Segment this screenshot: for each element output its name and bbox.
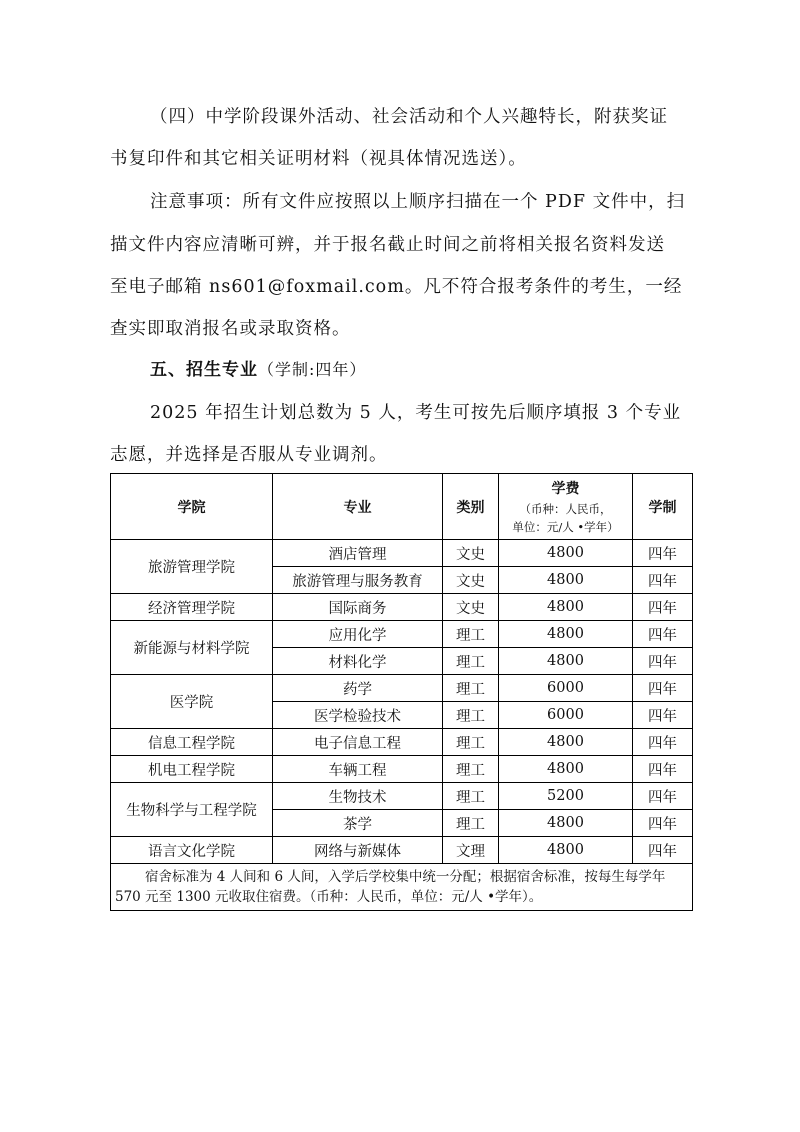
plan-line1: 2025 年招生计划总数为 5 人，考生可按先后顺序填报 3 个专业: [150, 403, 682, 423]
table-row: [111, 837, 693, 864]
notice-line3: 至电子邮箱 ns601@foxmail.com。凡不符合报考条件的考生，一经: [110, 277, 683, 297]
cell-category: 理工: [443, 621, 499, 648]
cell-category: 理工: [443, 810, 499, 837]
cell-college: 语言文化学院: [111, 837, 273, 864]
cell-major: 电子信息工程: [273, 729, 443, 756]
cell-major: 生物技术: [273, 783, 443, 810]
cell-fee: 4800: [499, 729, 633, 756]
cell-category: 理工: [443, 702, 499, 729]
cell-duration: 四年: [633, 810, 693, 837]
paragraph-item4-line2: 书复印件和其它相关证明材料（视具体情况选送）。: [110, 149, 527, 169]
cell-category: 理工: [443, 648, 499, 675]
paragraph-item4-line1: （四）中学阶段课外活动、社会活动和个人兴趣特长，附获奖证: [150, 107, 668, 127]
header-college: 学院: [111, 474, 273, 540]
cell-fee: 4800: [499, 648, 633, 675]
table-row: [111, 540, 693, 567]
table-note-row: [111, 864, 693, 911]
admission-plan-table: [110, 473, 693, 911]
cell-category: 理工: [443, 756, 499, 783]
cell-major: 药学: [273, 675, 443, 702]
header-duration: 学制: [633, 474, 693, 540]
cell-duration: 四年: [633, 648, 693, 675]
plan-line2: 志愿，并选择是否服从专业调剂。: [110, 445, 388, 465]
cell-duration: 四年: [633, 675, 693, 702]
table-row: [111, 729, 693, 756]
cell-category: 文史: [443, 567, 499, 594]
cell-college: 医学院: [111, 675, 273, 729]
table-row: [111, 756, 693, 783]
cell-major: 应用化学: [273, 621, 443, 648]
table-row: [111, 783, 693, 810]
cell-category: 理工: [443, 729, 499, 756]
cell-college: 新能源与材料学院: [111, 621, 273, 675]
section-subtitle: （学制:四年）: [258, 360, 367, 379]
table-row: [111, 621, 693, 648]
cell-duration: 四年: [633, 540, 693, 567]
cell-category: 理工: [443, 675, 499, 702]
notice-line4: 查实即取消报名或录取资格。: [110, 319, 351, 339]
cell-major: 医学检验技术: [273, 702, 443, 729]
cell-fee: 4800: [499, 594, 633, 621]
cell-duration: 四年: [633, 756, 693, 783]
cell-duration: 四年: [633, 729, 693, 756]
cell-category: 文理: [443, 837, 499, 864]
dormitory-note: 宿舍标准为 4 人间和 6 人间，入学后学校集中统一分配；根据宿舍标准，按每生每学年 570 元至 1300 元收取住宿费。（币种：人民币，单位：元/人 •学年）。: [111, 864, 693, 911]
cell-college: 机电工程学院: [111, 756, 273, 783]
header-fee-unit-1: （币种：人民币，: [519, 501, 612, 516]
cell-major: 网络与新媒体: [273, 837, 443, 864]
cell-category: 文史: [443, 594, 499, 621]
header-category: 类别: [443, 474, 499, 540]
cell-fee: 6000: [499, 702, 633, 729]
cell-major: 茶学: [273, 810, 443, 837]
cell-college: 旅游管理学院: [111, 540, 273, 594]
cell-college: 生物科学与工程学院: [111, 783, 273, 837]
cell-major: 材料化学: [273, 648, 443, 675]
cell-duration: 四年: [633, 837, 693, 864]
cell-fee: 6000: [499, 675, 633, 702]
header-major: 专业: [273, 474, 443, 540]
cell-duration: 四年: [633, 594, 693, 621]
cell-category: 文史: [443, 540, 499, 567]
cell-fee: 5200: [499, 783, 633, 810]
cell-duration: 四年: [633, 702, 693, 729]
cell-fee: 4800: [499, 837, 633, 864]
header-fee: [499, 474, 633, 540]
table-header-row: [111, 474, 693, 540]
cell-duration: 四年: [633, 783, 693, 810]
table-row: [111, 675, 693, 702]
section-title: 五、招生专业: [150, 360, 258, 380]
section-heading: [150, 358, 690, 382]
cell-fee: 4800: [499, 540, 633, 567]
cell-college: 经济管理学院: [111, 594, 273, 621]
cell-college: 信息工程学院: [111, 729, 273, 756]
cell-duration: 四年: [633, 567, 693, 594]
cell-category: 理工: [443, 783, 499, 810]
notice-line1: 注意事项：所有文件应按照以上顺序扫描在一个 PDF 文件中，扫: [150, 192, 686, 212]
table-row: [111, 594, 693, 621]
cell-duration: 四年: [633, 621, 693, 648]
cell-fee: 4800: [499, 810, 633, 837]
cell-fee: 4800: [499, 756, 633, 783]
cell-major: 酒店管理: [273, 540, 443, 567]
cell-major: 旅游管理与服务教育: [273, 567, 443, 594]
header-fee-title: 学费: [551, 480, 580, 497]
cell-major: 国际商务: [273, 594, 443, 621]
notice-line2: 描文件内容应清晰可辨，并于报名截止时间之前将相关报名资料发送: [110, 235, 665, 255]
cell-major: 车辆工程: [273, 756, 443, 783]
cell-fee: 4800: [499, 621, 633, 648]
cell-fee: 4800: [499, 567, 633, 594]
header-fee-unit-2: 单位：元/人 •学年）: [512, 519, 619, 534]
